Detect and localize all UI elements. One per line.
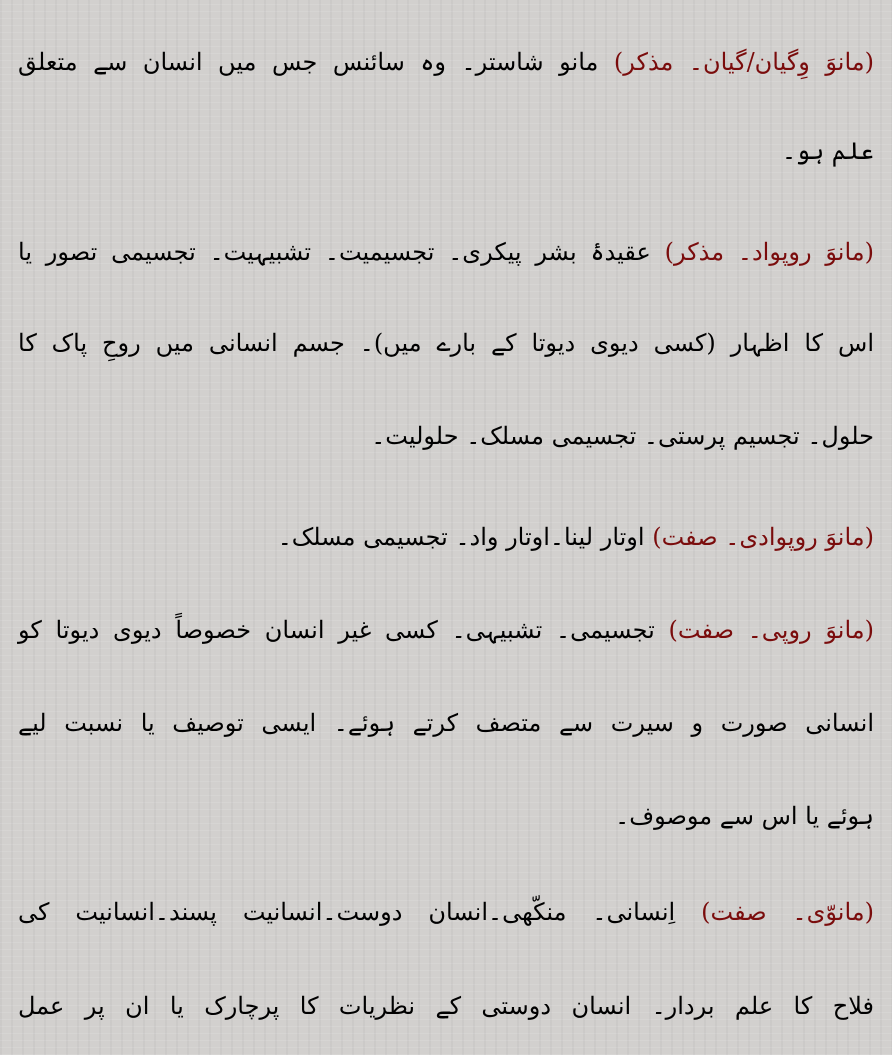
- entry-4-text: ہوئے یا اس سے موصوف۔: [615, 802, 874, 830]
- entry-2-text: عقیدۂ بشر پیکری۔ تجسیمیت۔ تشبیہیت۔ تجسیمی تصور یا: [18, 238, 651, 266]
- entry-5-heading: (مانوّی۔ صفت): [701, 898, 874, 926]
- entry-4-line-2: [18, 703, 874, 743]
- entry-3-text: اوتار لینا۔اوتار واد۔ تجسیمی مسلک۔: [277, 523, 645, 551]
- entry-1-heading: (مانوَ وِگیان/گیان۔ مذکر): [613, 48, 874, 76]
- entry-5-text: فلاح کا علم بردار۔ انسان دوستی کے نظریات کا پرچارک یا ان پر عمل: [18, 992, 874, 1020]
- entry-2-heading: (مانوَ روپواد۔ مذکر): [664, 238, 874, 266]
- entry-5-line-1: [18, 892, 874, 932]
- entry-4-text: انسانی صورت و سیرت سے متصف کرتے ہوئے۔ ایسی توصیف یا نسبت لیے: [18, 709, 874, 737]
- entry-4-text: تجسیمی۔ تشبیہی۔ کسی غیر انسان خصوصاً دیوی دیوتا کو: [18, 616, 655, 644]
- entry-5-line-2: [18, 986, 874, 1026]
- entry-2-text: حلول۔ تجسیم پرستی۔ تجسیمی مسلک۔ حلولیت۔: [371, 422, 874, 450]
- entry-5-text: اِنسانی۔ منکّھی۔انسان دوست۔انسانیت پسند۔انسانیت کی: [18, 898, 676, 926]
- entry-4-line-1: [18, 610, 874, 650]
- entry-2-line-1: [18, 232, 874, 272]
- entry-1-text: مانو شاستر۔ وہ سائنس جس میں انسان سے متعلق: [18, 48, 599, 76]
- entry-2-line-3: [18, 416, 874, 456]
- entry-1-line-1: [18, 42, 874, 82]
- entry-4-heading: (مانوَ روپی۔ صفت): [668, 616, 874, 644]
- entry-4-line-3: [18, 796, 874, 836]
- entry-1-line-2: [18, 131, 874, 171]
- entry-3-line-1: [18, 517, 874, 557]
- entry-2-line-2: [18, 323, 874, 363]
- entry-2-text: اس کا اظہار (کسی دیوی دیوتا کے بارے میں)۔ جسم انسانی میں روحِ پاک کا: [18, 329, 874, 357]
- entry-1-text: علم ہو۔: [781, 137, 874, 165]
- entry-3-heading: (مانوَ روپوادی۔ صفت): [652, 523, 874, 551]
